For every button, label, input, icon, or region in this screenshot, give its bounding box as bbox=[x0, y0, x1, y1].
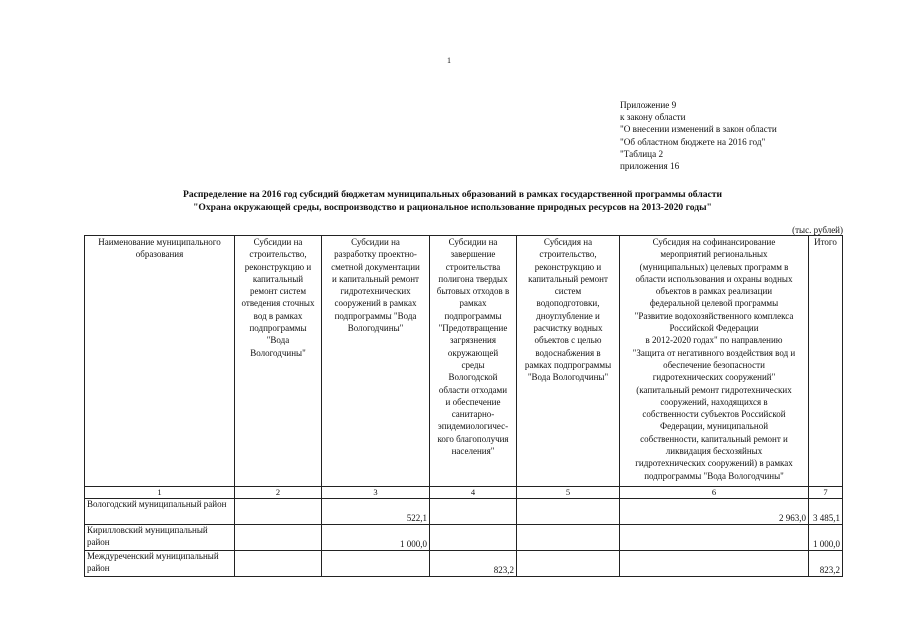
cell-total: 3 485,1 bbox=[809, 499, 843, 525]
column-number: 2 bbox=[235, 487, 322, 499]
cell-value bbox=[517, 499, 620, 525]
cell-total: 823,2 bbox=[809, 551, 843, 577]
cell-value bbox=[620, 525, 809, 551]
annex-line: "Таблица 2 bbox=[620, 148, 664, 159]
subsidy-table bbox=[84, 235, 843, 577]
cell-value: 522,1 bbox=[322, 499, 430, 525]
table-row bbox=[85, 551, 843, 577]
title-line-1: Распределение на 2016 год субсидий бюджетам муниципальных образований в рамках государственной программы области bbox=[182, 189, 723, 200]
header-col-6: Субсидия на софинансирование мероприятий региональных (муниципальных) целевых программ в области использования и охраны водных объектов в рамках реализации федеральной целевой программы "Развитие водохозяйственного комплекса Российской Федерации в 2012-2020 годах" по направлению "Защита от негативного воздействия вод и обеспечение безопасности гидротехнических сооружений" (капитальный ремонт гидротехнических сооружений, находящихся в собственности субъектов Российской Федерации, муниципальной собственности, капитальный ремонт и ликвидация бесхозяйных гидротехнических сооружений) в рамках подпрограммы "Вода Вологодчины" bbox=[620, 236, 809, 487]
header-col-2: Субсидии на строительство, реконструкцию и капитальный ремонт систем отведения сточных вод в рамках подпрограммы "Вода Вологодчины" bbox=[235, 236, 322, 487]
cell-value bbox=[620, 551, 809, 577]
title-line-2: "Охрана окружающей среды, воспроизводство и рациональное использование природных ресурсов на 2013-2020 годы" bbox=[193, 202, 712, 213]
column-number: 3 bbox=[322, 487, 430, 499]
header-col-3: Субсидии на разработку проектно- сметной документации и капитальный ремонт гидротехнических сооружений в рамках подпрограммы "Вода Вологодчины" bbox=[322, 236, 430, 487]
document-title bbox=[0, 188, 905, 214]
header-municipality: Наименование муниципального образования bbox=[85, 236, 235, 487]
annex-line: приложения 16 bbox=[620, 161, 680, 172]
table-row bbox=[85, 525, 843, 551]
column-number: 7 bbox=[809, 487, 843, 499]
cell-value bbox=[517, 525, 620, 551]
annex-line: Приложение 9 bbox=[620, 100, 677, 110]
municipality-name: Кирилловский муниципальный район bbox=[85, 525, 235, 551]
cell-value bbox=[322, 551, 430, 577]
units-label: (тыс. рублей) bbox=[792, 225, 843, 235]
annex-reference bbox=[620, 99, 777, 172]
cell-value bbox=[235, 551, 322, 577]
header-row bbox=[85, 236, 843, 487]
column-number: 4 bbox=[430, 487, 517, 499]
cell-value bbox=[235, 499, 322, 525]
column-number: 6 bbox=[620, 487, 809, 499]
column-number: 5 bbox=[517, 487, 620, 499]
cell-value bbox=[430, 499, 517, 525]
cell-value bbox=[430, 525, 517, 551]
cell-value bbox=[517, 551, 620, 577]
municipality-name: Вологодский муниципальный район bbox=[85, 499, 235, 525]
annex-line: к закону области bbox=[620, 112, 686, 123]
cell-value: 2 963,0 bbox=[620, 499, 809, 525]
header-total: Итого bbox=[809, 236, 843, 487]
table-row bbox=[85, 499, 843, 525]
column-number-row bbox=[85, 487, 843, 499]
header-col-5: Субсидия на строительство, реконструкцию и капитальный ремонт систем водоподготовки, дноуглубление и расчистку водных объектов с целью водоснабжения в рамках подпрограммы "Вода Вологодчины" bbox=[517, 236, 620, 487]
cell-value bbox=[235, 525, 322, 551]
cell-value: 1 000,0 bbox=[322, 525, 430, 551]
header-col-4: Субсидии на завершение строительства полигона твердых бытовых отходов в рамках подпрограммы "Предотвращение загрязнения окружающей среды Вологодской области отходами и обеспечение санитарно- эпидемиологичес- кого благополучия населения" bbox=[430, 236, 517, 487]
cell-total: 1 000,0 bbox=[809, 525, 843, 551]
cell-value: 823,2 bbox=[430, 551, 517, 577]
column-number: 1 bbox=[85, 487, 235, 499]
annex-line: "Об областном бюджете на 2016 год" bbox=[620, 136, 766, 147]
page-number: 1 bbox=[447, 56, 451, 65]
municipality-name: Междуреченский муниципальный район bbox=[85, 551, 235, 577]
annex-line: "О внесении изменений в закон области bbox=[620, 124, 777, 135]
